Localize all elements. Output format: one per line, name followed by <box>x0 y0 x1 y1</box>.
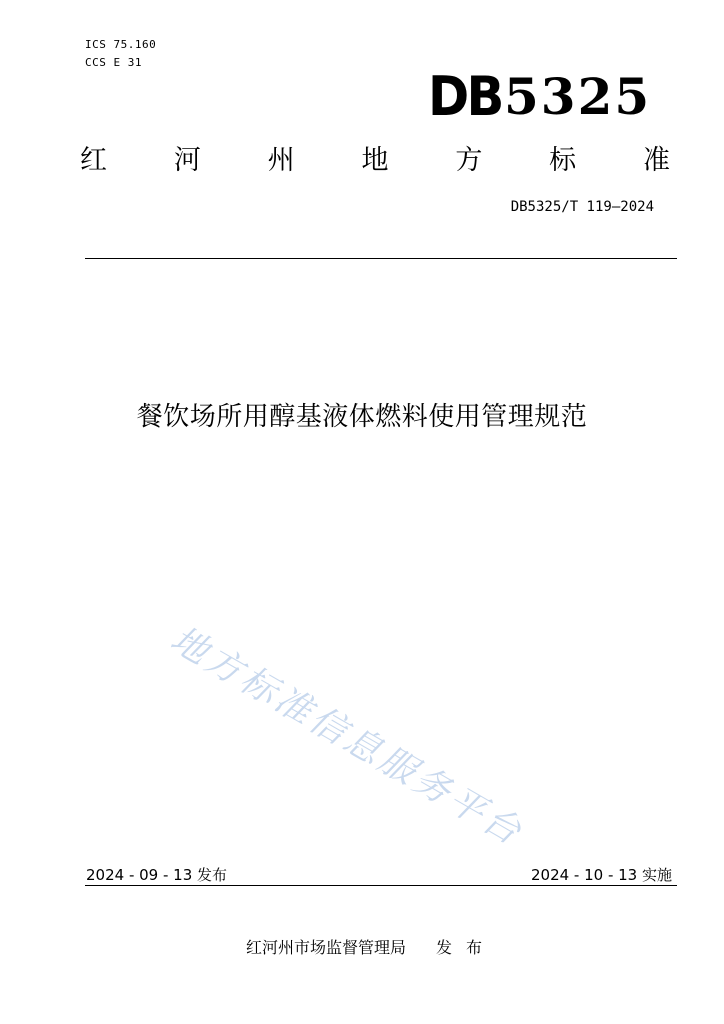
org-title-char: 河 <box>173 145 201 176</box>
standard-number: DB5325/T 119—2024 <box>510 199 654 215</box>
footer-divider <box>85 885 677 886</box>
issue-date: 2024 - 09 - 13 发布 <box>86 866 228 884</box>
publish-action: 发布 <box>436 938 497 957</box>
header-divider <box>85 258 677 259</box>
org-title-char: 方 <box>455 145 483 176</box>
org-standard-title <box>80 138 670 177</box>
org-title-char: 地 <box>361 145 389 176</box>
implementation-date: 2024 - 10 - 13 实施 <box>530 866 672 884</box>
org-title-char: 州 <box>267 145 295 176</box>
org-title-char: 标 <box>549 145 577 176</box>
publisher-line <box>246 935 496 958</box>
document-title: 餐饮场所用醇基液体燃料使用管理规范 <box>136 402 588 432</box>
org-title-char: 红 <box>80 145 107 176</box>
logo-letters: DB <box>428 65 502 128</box>
ics-code: ICS 75.160 <box>85 38 157 51</box>
ccs-code: CCS E 31 <box>85 56 142 69</box>
standard-logo <box>428 65 652 128</box>
logo-number: 5325 <box>503 67 652 126</box>
org-title-char: 准 <box>642 145 670 176</box>
publisher-name: 红河州市场监督管理局 <box>246 938 407 957</box>
watermark: 地方标准信息服务平台 <box>163 618 531 855</box>
